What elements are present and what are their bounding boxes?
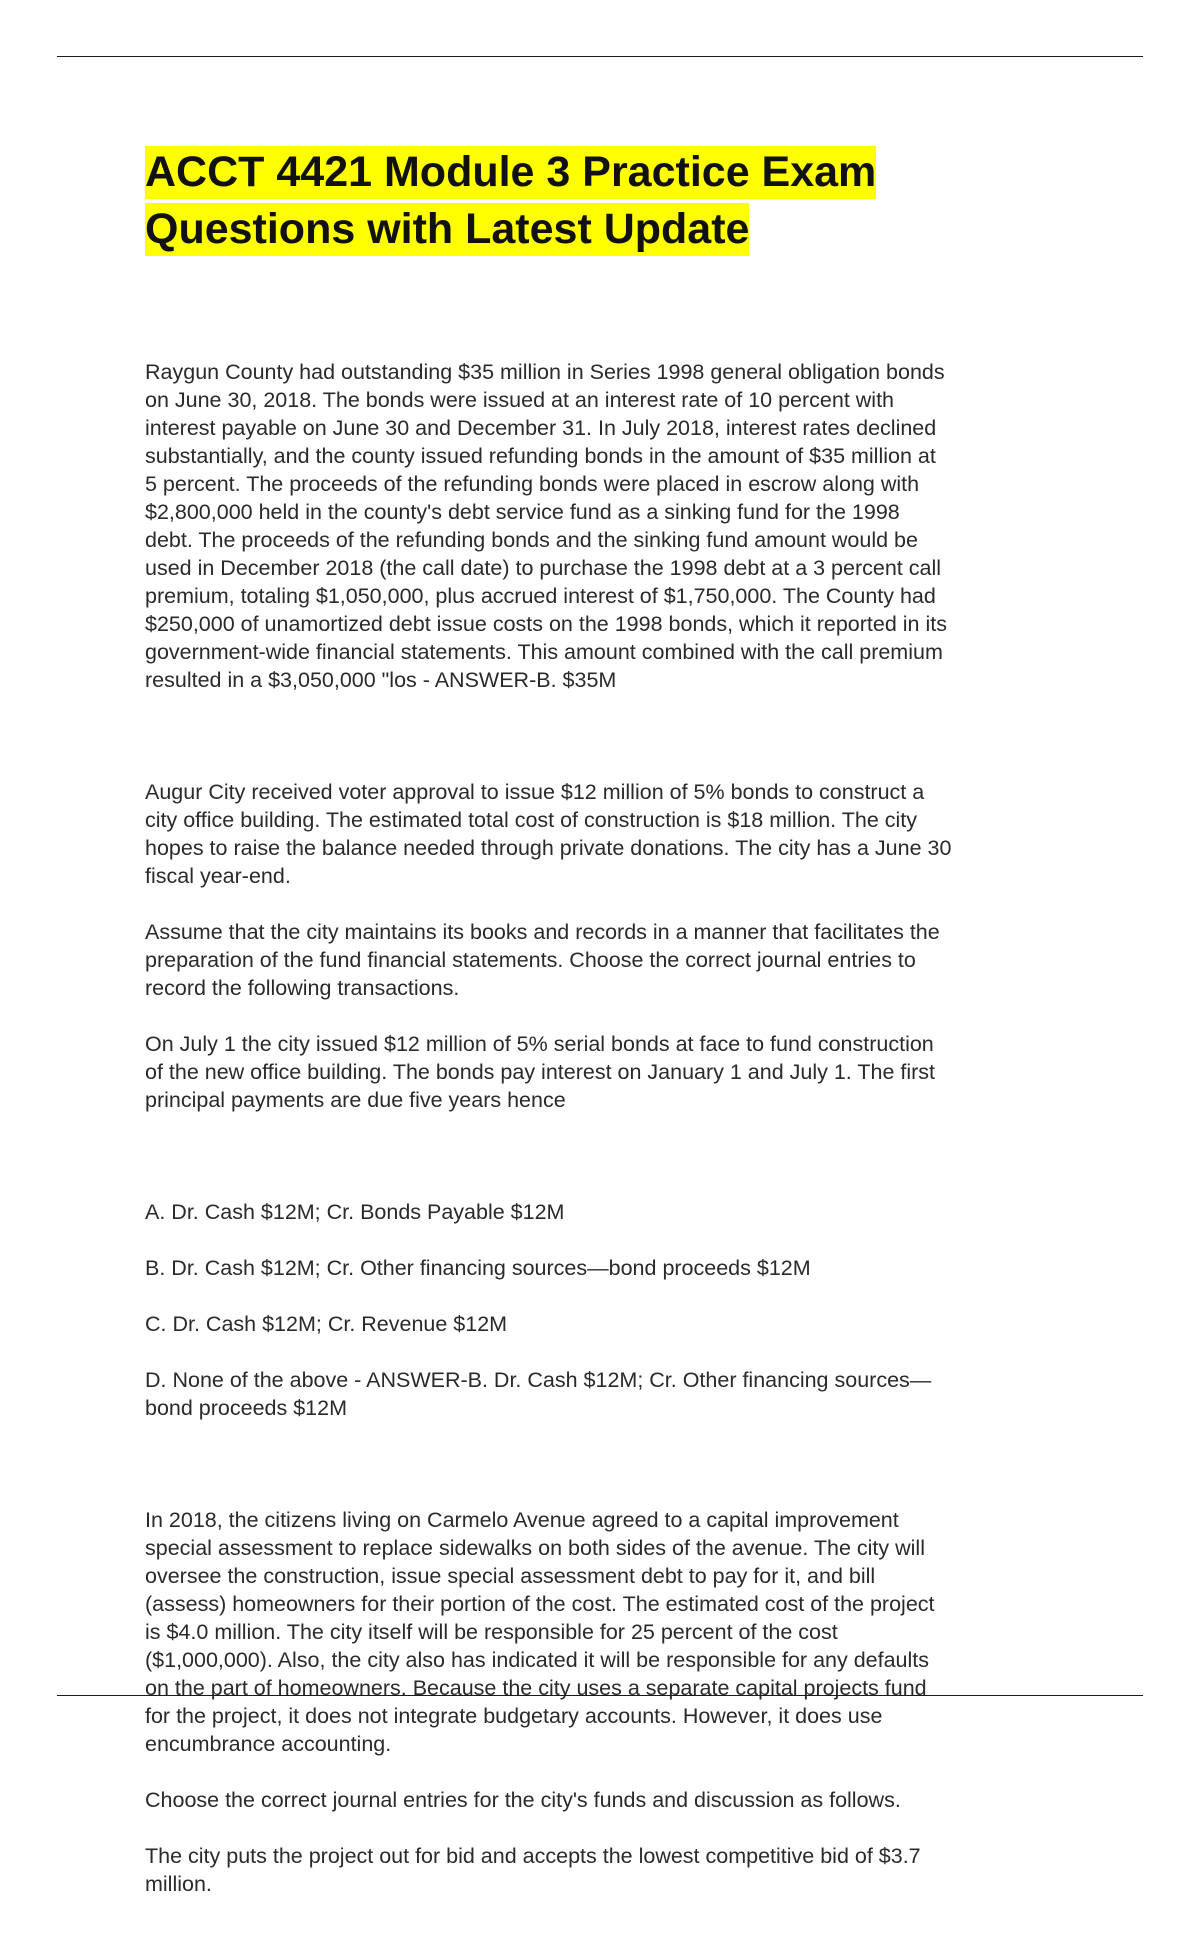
question-2-options	[145, 1170, 1075, 1450]
question-3	[145, 1478, 1075, 1926]
question-2	[145, 750, 1075, 1142]
option-a: A. Dr. Cash $12M; Cr. Bonds Payable $12M	[145, 1200, 565, 1224]
question-2-event: On July 1 the city issued $12 million of 5% serial bonds at face to fund construction of the new office building. The bonds pay interest on January 1 and July 1. The first principal payments are due five years hence	[145, 1032, 936, 1112]
title-line-2: Questions with Latest Update	[145, 203, 749, 256]
option-c: C. Dr. Cash $12M; Cr. Revenue $12M	[145, 1312, 508, 1336]
question-3-instruction: Choose the correct journal entries for the city's funds and discussion as follows.	[145, 1788, 901, 1812]
title-line-1: ACCT 4421 Module 3 Practice Exam	[145, 146, 876, 199]
question-3-event: The city puts the project out for bid and accepts the lowest competitive bid of $3.7 million.	[145, 1844, 921, 1896]
question-3-intro: In 2018, the citizens living on Carmelo Avenue agreed to a capital improvement special assessment to replace sidewalks on both sides of the avenue. The city will oversee the construction, issue special assessment debt to pay for it, and bill (assess) homeowners for their portion of the cost. The estimated cost of the project is $4.0 million. The city itself will be responsible for 25 percent of the cost ($1,000,000). Also, the city also has indicated it will be responsible for any defaults on the part of homeowners. Because the city uses a separate capital projects fund for the project, it does not integrate budgetary accounts. However, it does use encumbrance accounting.	[145, 1508, 935, 1756]
question-1	[145, 330, 1075, 722]
document-body	[145, 330, 1075, 1954]
header-rule	[57, 56, 1143, 57]
question-1-text: Raygun County had outstanding $35 million in Series 1998 general obligation bonds on June 30, 2018. The bonds were issued at an interest rate of 10 percent with interest payable on June 30 and December 31. In July 2018, interest rates declined substantially, and the county issued refunding bonds in the amount of $35 million at 5 percent. The proceeds of the refunding bonds were placed in escrow along with $2,800,000 held in the county's debt service fund as a sinking fund for the 1998 debt. The proceeds of the refunding bonds and the sinking fund amount would be used in December 2018 (the call date) to purchase the 1998 debt at a 3 percent call premium, totaling $1,050,000, plus accrued interest of $1,750,000. The County had $250,000 of unamortized debt issue costs on the 1998 bonds, which it reported in its government-wide financial statements. This amount combined with the call premium resulted in a $3,050,000 "los - ANSWER-B. $35M	[145, 360, 947, 692]
question-2-intro: Augur City received voter approval to issue $12 million of 5% bonds to construct a city office building. The estimated total cost of construction is $18 million. The city hopes to raise the balance needed through private donations. The city has a June 30 fiscal year-end.	[145, 780, 952, 888]
document-title	[145, 144, 876, 258]
question-2-assumption: Assume that the city maintains its books and records in a manner that facilitates the preparation of the fund financial statements. Choose the correct journal entries to record the following transactions.	[145, 920, 940, 1000]
option-d-answer: D. None of the above - ANSWER-B. Dr. Cash $12M; Cr. Other financing sources— bond proceeds $12M	[145, 1368, 932, 1420]
option-b: B. Dr. Cash $12M; Cr. Other financing sources—bond proceeds $12M	[145, 1256, 811, 1280]
footer-rule	[57, 1695, 1143, 1696]
